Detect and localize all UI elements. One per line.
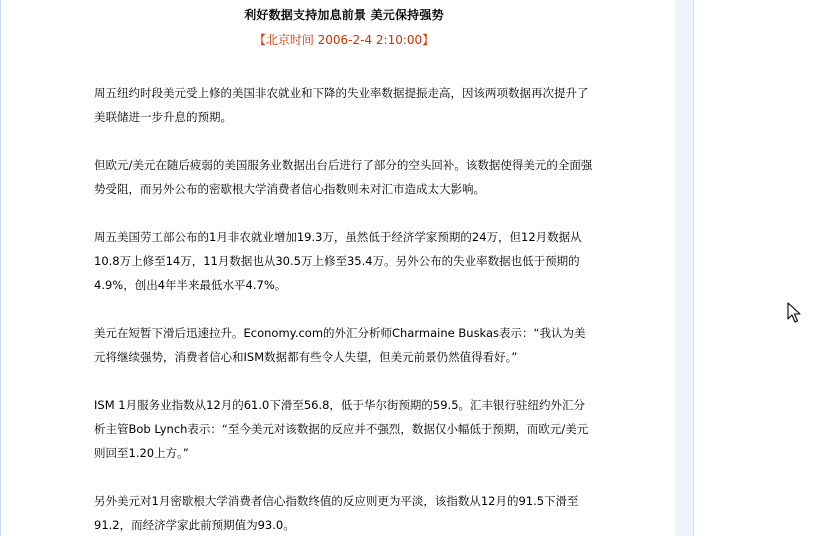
article-body [94,81,594,536]
article-paragraph-6: 另外美元对1月密歇根大学消费者信心指数终值的反应则更为平淡，该指数从12月的91.5下滑至91.2，而经济学家此前预期值为93.0。 [94,494,579,532]
article-paragraph-3: 周五美国劳工部公布的1月非农就业增加19.3万，虽然低于经济学家预期的24万，但12月数据从10.8万上修至14万，11月数据也从30.5万上修至35.4万。另外公布的失业率数据也低于预期的4.9%，创出4年半来最低水平4.7%。 [94,230,582,292]
article-timestamp: 【北京时间 2006-2-4 2:10:00】 [253,33,435,47]
news-article [94,0,594,536]
mouse-pointer-icon [787,302,801,324]
article-paragraph-1: 周五纽约时段美元受上修的美国非农就业和下降的失业率数据提振走高，因该两项数据再次提升了美联储进一步升息的预期。 [94,86,589,124]
article-paragraph-4: 美元在短暂下滑后迅速拉升。Economy.com的外汇分析师Charmaine Buskas表示：“我认为美元将继续强势，消费者信心和ISM数据都有些令人失望，但美元前景仍然值得看好。” [94,326,586,364]
article-title: 利好数据支持加息前景 美元保持强势 [244,8,444,22]
side-panel-strip [675,0,694,536]
article-paragraph-2: 但欧元/美元在随后疲弱的美国服务业数据出台后进行了部分的空头回补。该数据使得美元的全面强势受阻，而另外公布的密歇根大学消费者信心指数则未对汇市造成太大影响。 [94,158,593,196]
article-paragraph-5: ISM 1月服务业指数从12月的61.0下滑至56.8，低于华尔街预期的59.5。汇丰银行驻纽约外汇分析主管Bob Lynch表示：“至今美元对该数据的反应并不强烈，数据仅小幅低于预期，而欧元/美元则回至1.20上方。” [94,398,589,460]
